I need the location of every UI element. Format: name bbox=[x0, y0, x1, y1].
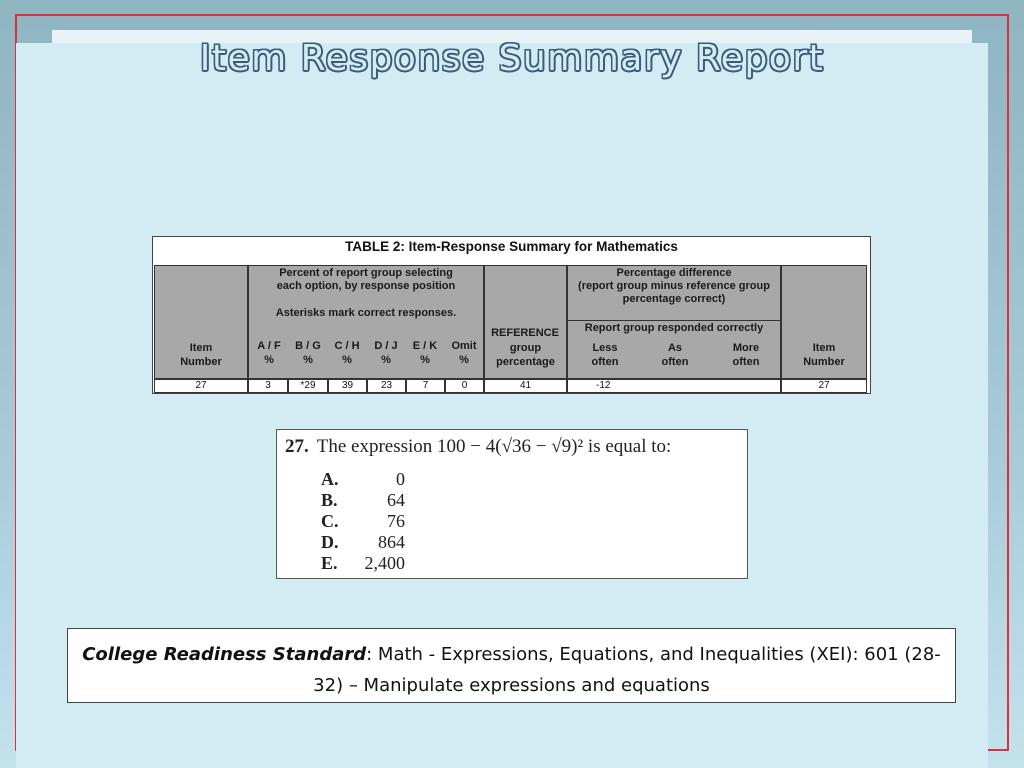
pct-difference-line-3: percentage correct) bbox=[622, 293, 726, 305]
option-letter: A. bbox=[321, 469, 339, 489]
option-value: 864 bbox=[378, 532, 405, 552]
option-value: 0 bbox=[396, 469, 405, 489]
item-number-right-header bbox=[781, 265, 867, 379]
more-often-label-1: More bbox=[732, 342, 760, 354]
option-letter: B. bbox=[321, 490, 338, 510]
option-value: 2,400 bbox=[364, 553, 405, 573]
question-number: 27. bbox=[285, 436, 309, 457]
row-c-h: 39 bbox=[328, 379, 367, 393]
option-letter: C. bbox=[321, 511, 339, 531]
percent-selecting-line-1: Percent of report group selecting bbox=[279, 267, 453, 279]
option-dj-unit: % bbox=[381, 354, 391, 366]
pct-difference-line-1: Percentage difference bbox=[616, 267, 732, 279]
row-reference: 41 bbox=[484, 379, 567, 393]
pct-difference-header bbox=[567, 265, 781, 379]
less-often-label-2: often bbox=[591, 356, 619, 368]
question-card bbox=[276, 429, 748, 579]
option-af-unit: % bbox=[264, 354, 274, 366]
reference-label-3: percentage bbox=[496, 356, 555, 368]
item-number-label-2: Number bbox=[180, 356, 222, 368]
option-bg-unit: % bbox=[303, 354, 313, 366]
question-stem bbox=[285, 436, 671, 458]
row-item-number: 27 bbox=[154, 379, 248, 393]
answer-option bbox=[321, 511, 405, 532]
row-e-k: 7 bbox=[406, 379, 445, 393]
option-value: 76 bbox=[387, 511, 405, 531]
option-omit-label: Omit bbox=[451, 340, 477, 352]
slide-title: Item Response Summary Report bbox=[199, 38, 825, 79]
as-often-label-2: often bbox=[661, 356, 689, 368]
option-omit-unit: % bbox=[459, 354, 469, 366]
row-a-f: 3 bbox=[248, 379, 288, 393]
reference-label-1: REFERENCE bbox=[491, 327, 559, 339]
row-less-often: -12 bbox=[567, 379, 781, 393]
percent-selecting-header bbox=[248, 265, 484, 379]
answer-option bbox=[321, 469, 405, 490]
standard-lead: College Readiness Standard bbox=[82, 644, 367, 665]
answer-option bbox=[321, 553, 405, 574]
answer-option bbox=[321, 532, 405, 553]
as-often-label-1: As bbox=[667, 342, 683, 354]
percent-selecting-line-2: each option, by response position bbox=[276, 280, 456, 292]
item-response-table bbox=[152, 236, 871, 394]
question-text: The expression 100 − 4(√36 − √9)² is equal to: bbox=[316, 436, 672, 457]
option-ch-unit: % bbox=[342, 354, 352, 366]
less-often-label-1: Less bbox=[592, 342, 618, 354]
option-dj-label: D / J bbox=[374, 340, 398, 352]
answer-option bbox=[321, 490, 405, 511]
option-ek-label: E / K bbox=[412, 340, 438, 352]
responded-correctly-label: Report group responded correctly bbox=[584, 322, 764, 334]
asterisk-note: Asterisks mark correct responses. bbox=[275, 307, 457, 319]
reference-header bbox=[484, 265, 567, 379]
item-number-label-1: Item bbox=[189, 342, 213, 354]
item-number-right-label-1: Item bbox=[812, 342, 836, 354]
row-item-number-right: 27 bbox=[781, 379, 867, 393]
option-letter: E. bbox=[321, 553, 338, 573]
more-often-label-2: often bbox=[732, 356, 760, 368]
standard-text: : Math - Expressions, Equations, and Inequalities (XEI): 601 (28-32) – Manipulate expressions and equations bbox=[313, 644, 941, 696]
option-value: 64 bbox=[387, 490, 405, 510]
row-b-g: *29 bbox=[288, 379, 328, 393]
item-number-right-label-2: Number bbox=[803, 356, 845, 368]
row-d-j: 23 bbox=[367, 379, 406, 393]
row-omit: 0 bbox=[445, 379, 484, 393]
header-divider bbox=[568, 320, 780, 321]
option-af-label: A / F bbox=[257, 340, 281, 352]
college-readiness-standard bbox=[67, 628, 956, 703]
table-title: TABLE 2: Item-Response Summary for Mathematics bbox=[345, 239, 678, 254]
option-ch-label: C / H bbox=[334, 340, 360, 352]
option-bg-label: B / G bbox=[295, 340, 321, 352]
option-ek-unit: % bbox=[420, 354, 430, 366]
reference-label-2: group bbox=[509, 342, 542, 354]
item-number-header bbox=[154, 265, 248, 379]
option-letter: D. bbox=[321, 532, 339, 552]
pct-difference-line-2: (report group minus reference group bbox=[578, 280, 770, 292]
